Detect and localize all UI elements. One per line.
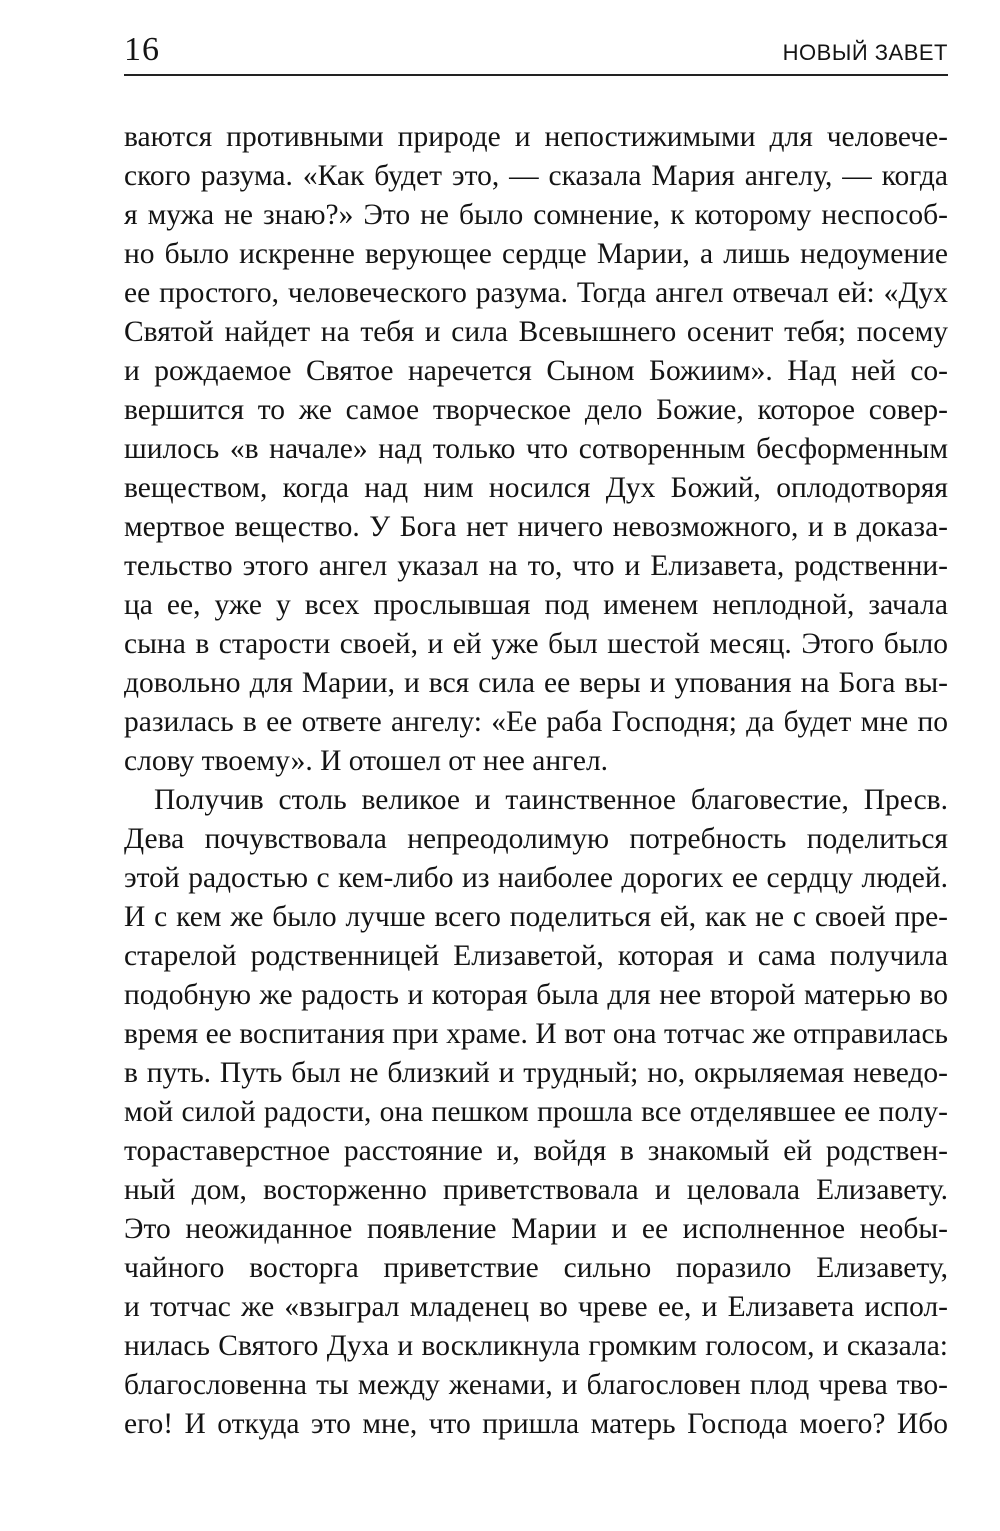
text-line: ее простого, человеческого разума. Тогда ангел отвечал ей: «Дух — [124, 277, 948, 309]
text-line: Святой найдет на тебя и сила Всевышнего осенит тебя; посему — [124, 316, 948, 348]
text-line: старелой родственницей Елизаветой, которая и сама получила — [124, 940, 948, 972]
text-line: время ее воспитания при храме. И вот она тотчас же отправилась — [124, 1018, 948, 1050]
text-line: нилась Святого Духа и воскликнула громким голосом, и сказала: — [124, 1330, 948, 1362]
text-line: чайного восторга приветствие сильно поразило Елизавету, — [124, 1252, 948, 1284]
text-line: шилось «в начале» над только что сотворенным бесформенным — [124, 433, 948, 465]
text-line: но было искренне верующее сердце Марии, а лишь недоумение — [124, 238, 948, 270]
text-line: тельство этого ангел указал на то, что и Елизавета, родственни- — [124, 550, 948, 582]
text-line: тораставерстное расстояние и, войдя в знакомый ей родствен- — [124, 1135, 948, 1167]
text-line: разилась в ее ответе ангелу: «Ее раба Господня; да будет мне по — [124, 706, 948, 738]
text-line: мертвое вещество. У Бога нет ничего невозможного, и в доказа- — [124, 511, 948, 543]
text-line: ца ее, уже у всех прослывшая под именем неплодной, зачала — [124, 589, 948, 621]
body-text — [124, 118, 948, 1444]
text-line: и рождаемое Святое наречется Сыном Божиим». Над ней со- — [124, 355, 948, 387]
text-line: Дева почувствовала непреодолимую потребность поделиться — [124, 823, 948, 855]
text-line: этой радостью с кем-либо из наиболее дорогих ее сердцу людей. — [124, 862, 948, 894]
text-line: мой силой радости, она пешком прошла все отделявшее ее полу- — [124, 1096, 948, 1128]
text-line: Это неожиданное появление Марии и ее исполненное необы- — [124, 1213, 948, 1245]
text-line: Получив столь великое и таинственное благовестие, Пресв. — [154, 784, 948, 816]
page-number: 16 — [124, 31, 160, 68]
section-title: НОВЫЙ ЗАВЕТ — [782, 40, 948, 65]
text-line: ваются противными природе и непостижимыми для человече- — [124, 121, 948, 153]
text-line: вершится то же самое творческое дело Божие, которое совер- — [124, 394, 948, 426]
text-line: и тотчас же «взыграл младенец во чреве ее, и Елизавета испол- — [124, 1291, 948, 1323]
running-header — [124, 30, 948, 76]
text-line: слову твоему». И отошел от нее ангел. — [124, 745, 609, 777]
paragraph-2 — [124, 781, 948, 1444]
text-line: ный дом, восторженно приветствовала и целовала Елизавету. — [124, 1174, 948, 1206]
text-line: я мужа не знаю?» Это не было сомнение, к которому неспособ- — [124, 199, 948, 231]
text-line: в путь. Путь был не близкий и трудный; но, окрыляемая неведо- — [124, 1057, 948, 1089]
text-line: ского разума. «Как будет это, — сказала Мария ангелу, — когда — [124, 160, 948, 192]
text-line: сына в старости своей, и ей уже был шестой месяц. Этого было — [124, 628, 948, 660]
text-line: подобную же радость и которая была для нее второй матерью во — [124, 979, 948, 1011]
text-line: довольно для Марии, и вся сила ее веры и упования на Бога вы- — [124, 667, 948, 699]
paragraph-1 — [124, 118, 948, 781]
text-line: благословенна ты между женами, и благословен плод чрева тво- — [124, 1369, 948, 1401]
text-line: его! И откуда это мне, что пришла матерь Господа моего? Ибо — [124, 1408, 948, 1440]
text-line: И с кем же было лучше всего поделиться ей, как не с своей пре- — [124, 901, 948, 933]
text-line: веществом, когда над ним носился Дух Божий, оплодотворяя — [124, 472, 948, 504]
